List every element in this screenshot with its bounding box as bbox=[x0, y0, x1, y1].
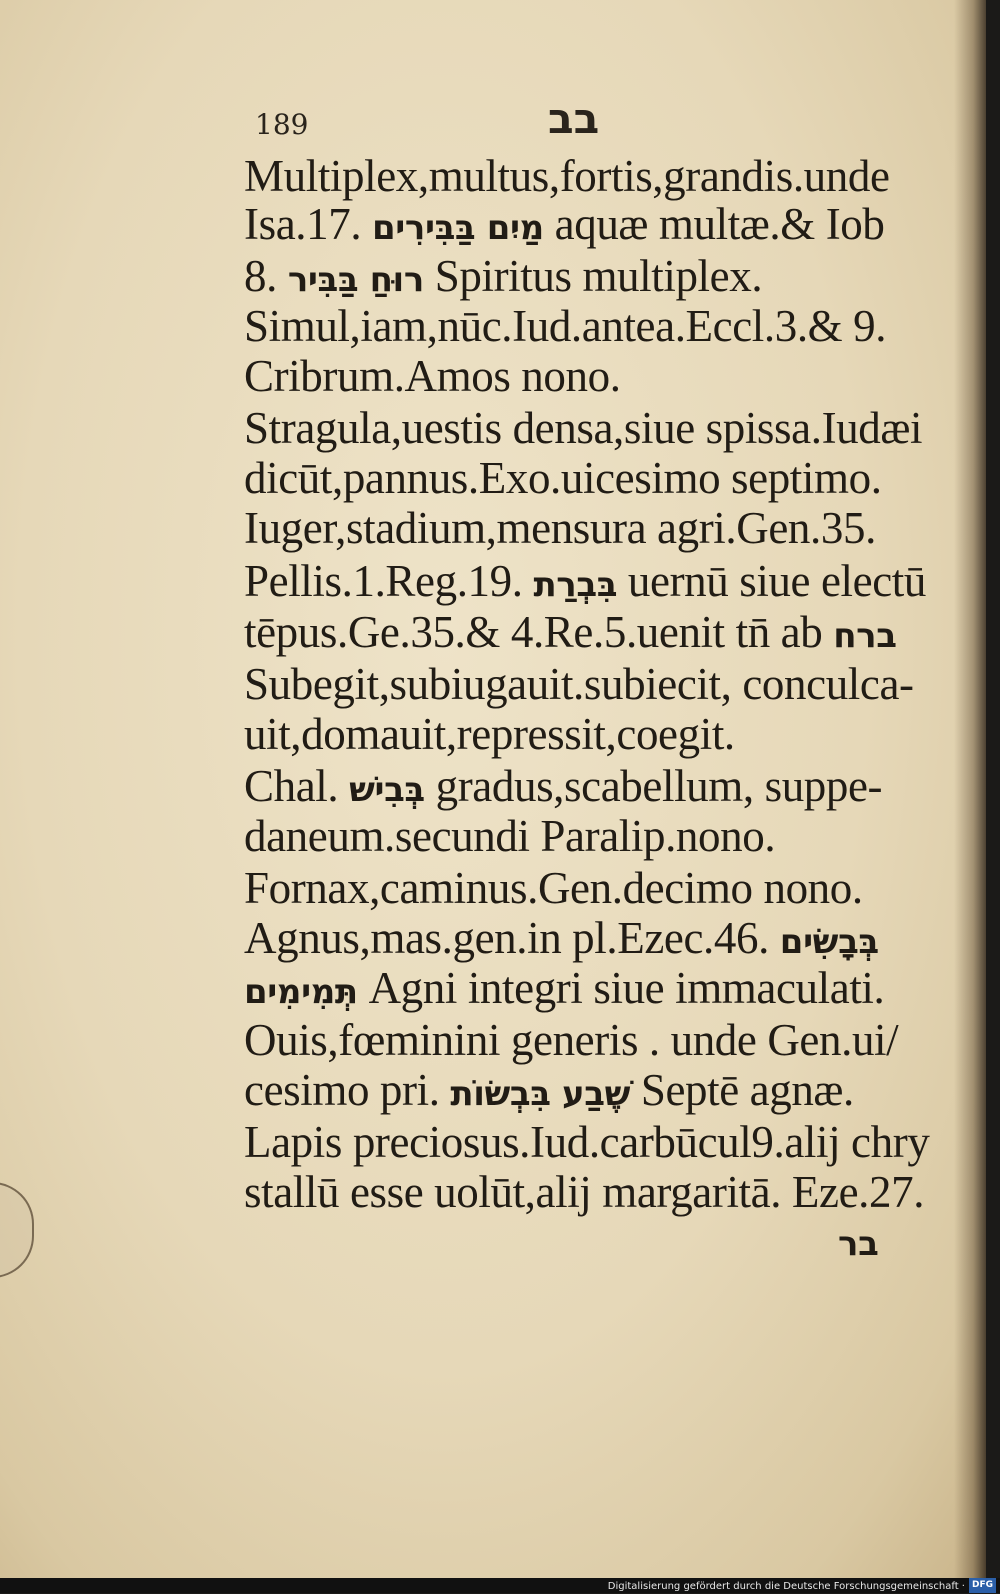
latin-text: Ouis,fœminini generis . unde Gen.ui/ bbox=[244, 1015, 899, 1065]
digitization-footer bbox=[0, 1578, 1000, 1593]
latin-text: Spiritus multiplex. bbox=[423, 251, 763, 301]
definition-text bbox=[244, 555, 926, 607]
definition-text bbox=[244, 452, 882, 504]
definition-text bbox=[244, 708, 735, 760]
hebrew-citation: שֶׁבַע בִּבְשׂוֹת bbox=[450, 1074, 630, 1114]
running-head: בב bbox=[548, 94, 600, 143]
definition-text bbox=[244, 502, 876, 554]
latin-text: stallū esse uolūt,alij margaritā. Eze.27. bbox=[244, 1167, 925, 1217]
definition-text bbox=[244, 962, 884, 1014]
latin-text: Fornax,caminus.Gen.decimo nono. bbox=[244, 863, 863, 913]
definition-text bbox=[244, 862, 863, 914]
definition-text bbox=[244, 150, 890, 202]
page-tab-mark bbox=[0, 1182, 34, 1278]
definition-text bbox=[244, 1014, 898, 1066]
latin-text: uit,domauit,repressit,coegit. bbox=[244, 709, 735, 759]
latin-text: uernū siue electū bbox=[617, 556, 926, 606]
latin-text: Agnus,mas.gen.in pl.Ezec.46. bbox=[244, 913, 780, 963]
latin-text: Septē agnæ. bbox=[629, 1065, 854, 1115]
definition-text bbox=[244, 658, 914, 710]
hebrew-citation: בְּבָשִׂים bbox=[779, 922, 879, 962]
definition-text bbox=[244, 912, 879, 964]
hebrew-citation: רוּחַ בַּבִּיר bbox=[287, 260, 424, 300]
latin-text: Multiplex,multus,fortis,grandis.unde bbox=[244, 151, 890, 201]
hebrew-citation: מַיִם בַּבִּירִים bbox=[372, 208, 544, 248]
definition-text bbox=[244, 810, 775, 862]
latin-text: Subegit,subiugauit.subiecit, conculca- bbox=[244, 659, 914, 709]
latin-text: gradus,scabellum, suppe- bbox=[424, 761, 883, 811]
definition-text bbox=[244, 1166, 924, 1218]
hebrew-citation: בְּבִישׁ bbox=[349, 770, 425, 810]
dfg-logo: DFG bbox=[969, 1578, 996, 1593]
hebrew-citation: ברח bbox=[833, 616, 897, 656]
definition-text bbox=[244, 1064, 854, 1116]
definition-text bbox=[244, 760, 882, 812]
latin-text: Lapis preciosus.Iud.carbūcul9.alij chry bbox=[244, 1117, 930, 1167]
latin-text: Stragula,uestis densa,siue spissa.Iudæi bbox=[244, 403, 923, 453]
definition-text bbox=[244, 350, 621, 402]
definition-text bbox=[244, 300, 886, 352]
latin-text: daneum.secundi Paralip.nono. bbox=[244, 811, 776, 861]
definition-text bbox=[838, 1214, 878, 1266]
latin-text: Isa.17. bbox=[244, 199, 373, 249]
page-gutter-shadow bbox=[954, 0, 986, 1578]
latin-text: aquæ multæ.& Iob bbox=[543, 199, 885, 249]
latin-text: tēpus.Ge.35.& 4.Re.5.uenit tn̄ ab bbox=[244, 607, 834, 657]
latin-text: Iuger,stadium,mensura agri.Gen.35. bbox=[244, 503, 876, 553]
latin-text: cesimo pri. bbox=[244, 1065, 451, 1115]
definition-text bbox=[244, 198, 885, 250]
hebrew-citation: בִּבְרַת bbox=[533, 565, 618, 605]
definition-text bbox=[244, 402, 922, 454]
definition-text bbox=[244, 250, 762, 302]
latin-text: Agni integri siue immaculati. bbox=[357, 963, 885, 1013]
hebrew-citation: בר bbox=[838, 1224, 879, 1264]
latin-text: dicūt,pannus.Exo.uicesimo septimo. bbox=[244, 453, 882, 503]
hebrew-citation: תְּמִימִים bbox=[244, 972, 358, 1012]
latin-text: 8. bbox=[244, 251, 288, 301]
latin-text: Cribrum.Amos nono. bbox=[244, 351, 621, 401]
page-number: 189 bbox=[255, 108, 309, 141]
latin-text: Pellis.1.Reg.19. bbox=[244, 556, 534, 606]
latin-text: Chal. bbox=[244, 761, 350, 811]
definition-text bbox=[244, 1116, 929, 1168]
footer-text: Digitalisierung gefördert durch die Deutsche Forschungsgemeinschaft · bbox=[607, 1580, 965, 1592]
latin-text: Simul,iam,nūc.Iud.antea.Eccl.3.& 9. bbox=[244, 301, 887, 351]
definition-text bbox=[244, 606, 897, 658]
